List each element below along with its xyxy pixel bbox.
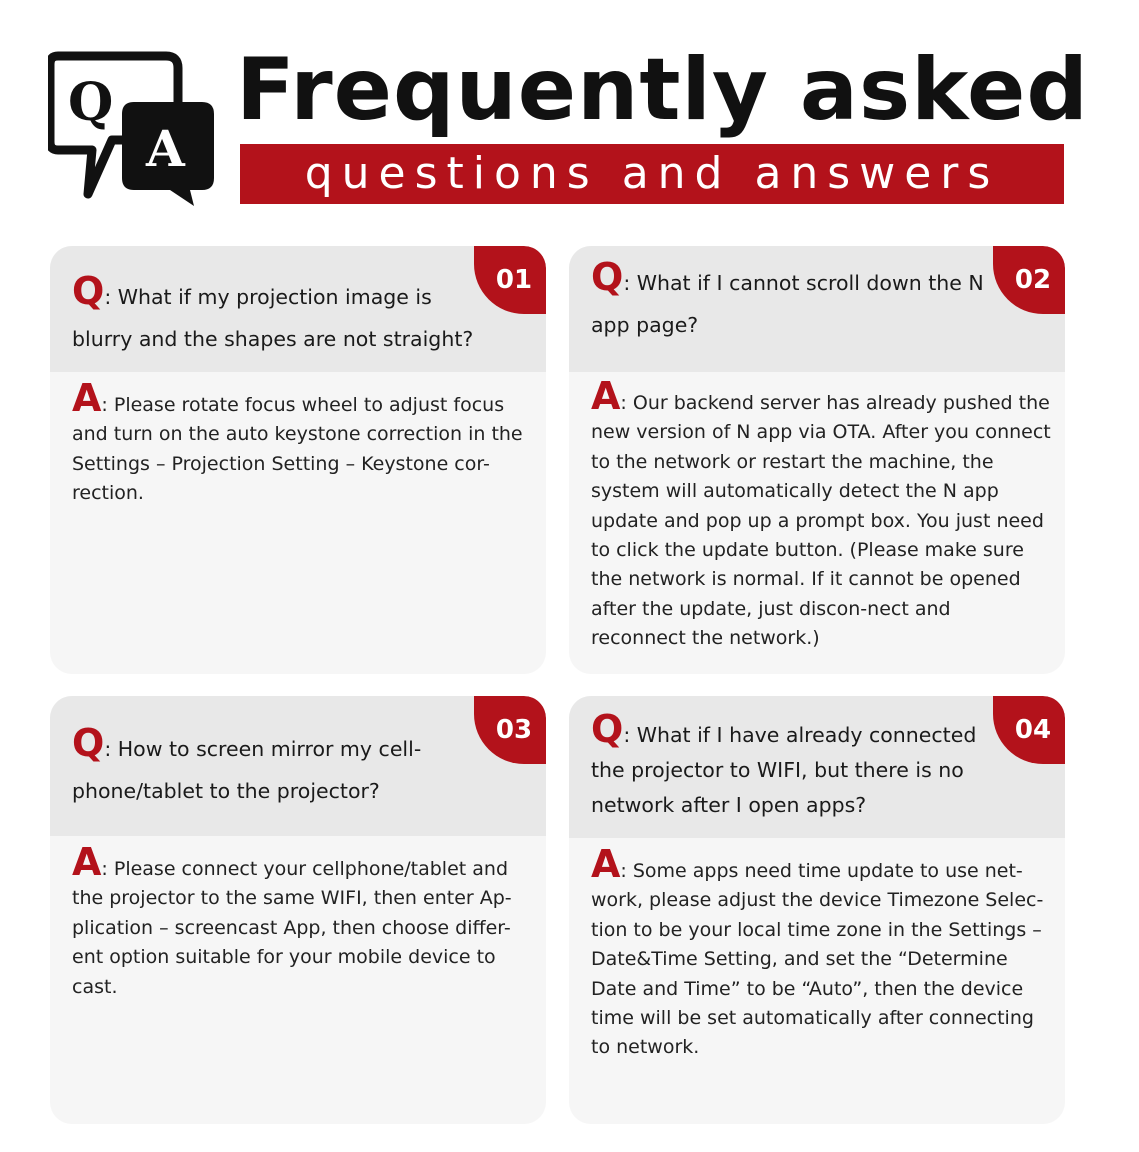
faq-card-03 [50,696,546,1124]
q-label: Q [591,255,624,299]
answer-text-block [591,374,1051,654]
card-number-badge: 01 [474,246,546,314]
q-label: Q [591,707,624,751]
question-text-block [72,269,492,360]
question-text: : What if I have already connected the projector to WIFI, but there is no network after I open apps? [591,723,977,817]
answer-text: : Some apps need time update to use net-work, please adjust the device Timezone Selec-tion to be your local time zone in the Settings – Date&Time Setting, and set the “Determine Date and Time” to be “Auto”, then the device time will be set automatically after connecting to network. [591,860,1044,1059]
question-text-block [591,255,991,346]
a-label: A [591,842,621,886]
question-text: : What if my projection image is blurry and the shapes are not straight? [72,285,474,351]
q-label: Q [72,269,105,313]
a-label: A [72,840,102,884]
question-section [569,696,1065,838]
answer-text: : Our backend server has already pushed the new version of N app via OTA. After you connect to the network or restart the machine, the system will automatically detect the N app update and pop up a prompt box. You just need to click the update button. (Please make sure the network is normal. If it cannot be opened after the update, just discon-nect and reconnect the network.) [591,392,1051,650]
answer-text-block [72,840,532,1002]
answer-text-block [72,376,532,509]
logo-a-letter: A [146,119,185,178]
answer-text-block [591,842,1051,1063]
question-section [569,246,1065,372]
page-title: Frequently asked [236,40,1089,140]
a-label: A [72,376,102,420]
q-label: Q [72,721,105,765]
card-number-badge: 03 [474,696,546,764]
subtitle-band [240,144,1064,204]
question-text-block [72,721,462,812]
question-text: : How to screen mirror my cell-phone/tablet to the projector? [72,737,422,803]
answer-text: : Please rotate focus wheel to adjust focus and turn on the auto keystone correction in the Settings – Projection Setting – Keystone cor-rection. [72,394,523,505]
faq-card-04 [569,696,1065,1124]
answer-text: : Please connect your cellphone/tablet and the projector to the same WIFI, then enter Ap-plication – screencast App, then choose differ-ent option suitable for your mobile device to cast. [72,858,512,998]
question-section [50,246,546,372]
question-text-block [591,707,1001,823]
logo-q-letter: Q [68,72,114,133]
qa-logo-icon [48,50,218,206]
a-label: A [591,374,621,418]
card-number-badge: 04 [993,696,1065,764]
question-text: : What if I cannot scroll down the N app page? [591,271,984,337]
faq-card-01 [50,246,546,674]
question-section [50,696,546,836]
page-subtitle: questions and answers [304,148,1000,199]
faq-card-02 [569,246,1065,674]
card-number-badge: 02 [993,246,1065,314]
